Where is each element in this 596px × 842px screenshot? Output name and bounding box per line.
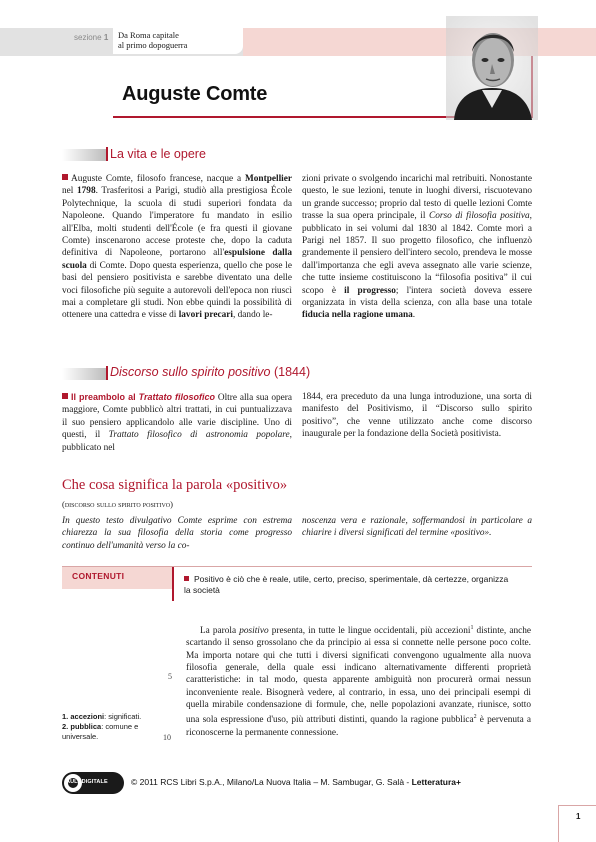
gloss-def: : comune e universale. [62,722,139,741]
line-number: 10 [163,733,171,742]
text-run: La parola [200,626,240,637]
gloss-term: pubblica [70,722,102,731]
gloss-entry [62,712,152,722]
text-run: Oltre alla sua opera maggiore, Comte pubblicò altri trattati, in cui puntualizzava il suo pensiero applicandolo alle varie discipline. Uno di questi, il [62,393,292,441]
gloss-num: 1. [62,712,69,721]
text-run: zioni private o svolgendo incarichi mal retribuiti. Nonostante questo, le sue lezioni, tenute in luoghi diversi, riscuotevano un grande successo; proprio dal testo di quelle lezioni Comte trasse la sua opera principale, il [302,174,532,222]
discorso-left-column [62,391,292,454]
reading-source: (discorso sullo spirito positivo) [62,499,173,509]
lead-in [71,392,215,402]
text-bold: 1798 [77,186,96,197]
subtitle-line-2: al primo dopoguerra [118,40,188,50]
glossary [62,712,152,742]
text-run: , dando le- [233,310,273,321]
reading-intro-right: noscenza vera e razionale, soffermandosi in particolare a chiarire i diversi significati del termine «positivo». [302,516,532,539]
contents-marker [172,567,174,601]
section-heading-discorso [110,365,310,379]
heading-italic: Discorso sullo spirito positivo [110,365,271,379]
text-bold: fiducia nella ragione umana [302,310,413,321]
reading-title: Che cosa significa la parola «positivo» [62,477,288,493]
gloss-num: 2. [62,722,69,731]
section-marker [106,366,108,380]
gloss-def: : significati. [104,712,142,721]
book-title: Letteratura+ [411,777,461,787]
heading-year: (1844) [273,365,311,379]
text-run: . Trasferitosi a Parigi, studiò alla prestigiosa École Polytechnique, la scuola di studi superiori fondata da Napoleone. Quando l'imperatore fu mandato in esilio all'Elba, molti studenti dell'École (e fra questi il giovane Comte) inscenarono accese proteste che, dopo la caduta definitiva di Napoleone, portarono all' [62,186,292,259]
lead-in-text: Il preambolo al [71,392,139,402]
section-bar [62,149,106,161]
page-title: Auguste Comte [122,83,268,105]
section-marker [106,147,108,161]
logo-text: AULADIGITALE [66,779,108,785]
footnote-ref: 1 [470,625,474,631]
text-run: nel [62,186,77,197]
header-subtitle [118,30,187,50]
section-word: sezione [74,33,102,42]
text-run: Auguste Comte, filosofo francese, nacque a [71,174,245,184]
text-italic: Corso di filosofia positiva [429,211,530,222]
footer-copyright [131,777,461,787]
page-corner-rule [558,805,596,806]
text-run: presenta, in tutte le lingue occidentali, più accezioni [268,626,471,637]
footnote-ref: 2 [473,714,477,721]
page-corner-rule [558,805,559,842]
contents-label: CONTENUTI [72,571,125,581]
bio-left-column [62,173,292,322]
text-run: di Comte. Dopo questa esperienza, quello che pose le basi del pensiero positivista e sarebbe diventato una delle voci filosofiche più seguite a autorevoli dell'epoca non riuscì mai a completare gli studi. Non ebbe quindi la possibilità di ottenere una cattedra e visse di [62,260,292,321]
section-number: 1 [103,33,109,42]
gloss-entry [62,722,152,742]
section-bar [62,368,106,380]
subtitle-line-1: Da Roma capitale [118,30,179,40]
text-run: , pubblicato nel [62,430,292,453]
gloss-term: accezioni [70,712,105,721]
square-bullet-icon [62,174,68,180]
discorso-right-column [302,391,532,441]
text-bold: espulsione dalla scuola [62,248,293,271]
text-bold: Montpellier [245,174,292,184]
text-run: . [412,310,416,321]
text-italic: Trattato filosofico di astronomia popolare [108,430,290,441]
bio-right-column [302,173,532,322]
author-portrait [446,16,538,120]
reading-intro-left: In questo testo divulgativo Comte esprime con estrema chiarezza la sua filosofia della storia come progresso continuo dell'umanità verso la co- [62,516,292,551]
copyright-text: © 2011 RCS Libri S.p.A., Milano/La Nuova Italia – M. Sambugar, G. Salà - [131,777,412,787]
contents-body: Positivo è ciò che è reale, utile, certo, preciso, sperimentale, dà certezze, organizza la società [184,574,509,595]
text-italic: positivo [239,626,269,637]
section-indicator [74,33,108,42]
text-run: distinte, anche scartando il senso grossolano che da principio ai essa si connette nelle persone poco colte. Ma importa notare qui che tutti i diversi significati convengono ugualmente alla nuova filosofia generale, della quale essi indicano alternativamente differenti proprietà caratteristiche: in tal modo, questa apparente ambiguità non procurerà ormai nessun inconveniente reale. Bisognerà vedere, al contrario, in essa, uno dei principali esempi di quella mirabile condensazione di formule, che, nelle popolazioni avanzate, riunisce, sotto una sola espressione d'uso, più attributi distinti, quando la ragione pubblica [186,626,531,726]
section-heading-life: La vita e le opere [110,147,206,161]
reading-text [186,622,531,739]
line-number: 5 [168,672,172,681]
text-bold: lavori precari [178,310,233,321]
page-number: 1 [576,812,581,821]
square-bullet-icon [62,393,68,399]
text-bold: il progresso [344,285,396,296]
text-run: è pervenuta a riconoscerne la permanente connessione. [186,715,531,738]
text-run: , pubblicato in sei volumi dal 1830 al 1842. Comte morì a Parigi nel 1857. Il suo progetto filosofico, che influenzò grandemente il pensiero dell'intero secolo, prendeva le mosse dall'importanza che egli aveva assegnato alle varie scienze, che tutte insieme costituiscono la “filosofia positiva” il cui scopo è [302,211,532,296]
text-run: ; l'intera società doveva essere organizzata in vista della scienza, con alla base una totale [302,285,533,309]
reading-paragraph [186,622,531,739]
lead-in-italic: Trattato filosofico [138,392,215,402]
square-bullet-icon [184,576,189,581]
contents-text [184,574,514,596]
text-run: 1844, era preceduto da una lunga introduzione, una sorta di manifesto del Positivismo, il “Discorso sullo spirito positivo”, che venne utilizzato anche come discorso inaugurale per la fondazione della Società positivista. [302,392,532,440]
